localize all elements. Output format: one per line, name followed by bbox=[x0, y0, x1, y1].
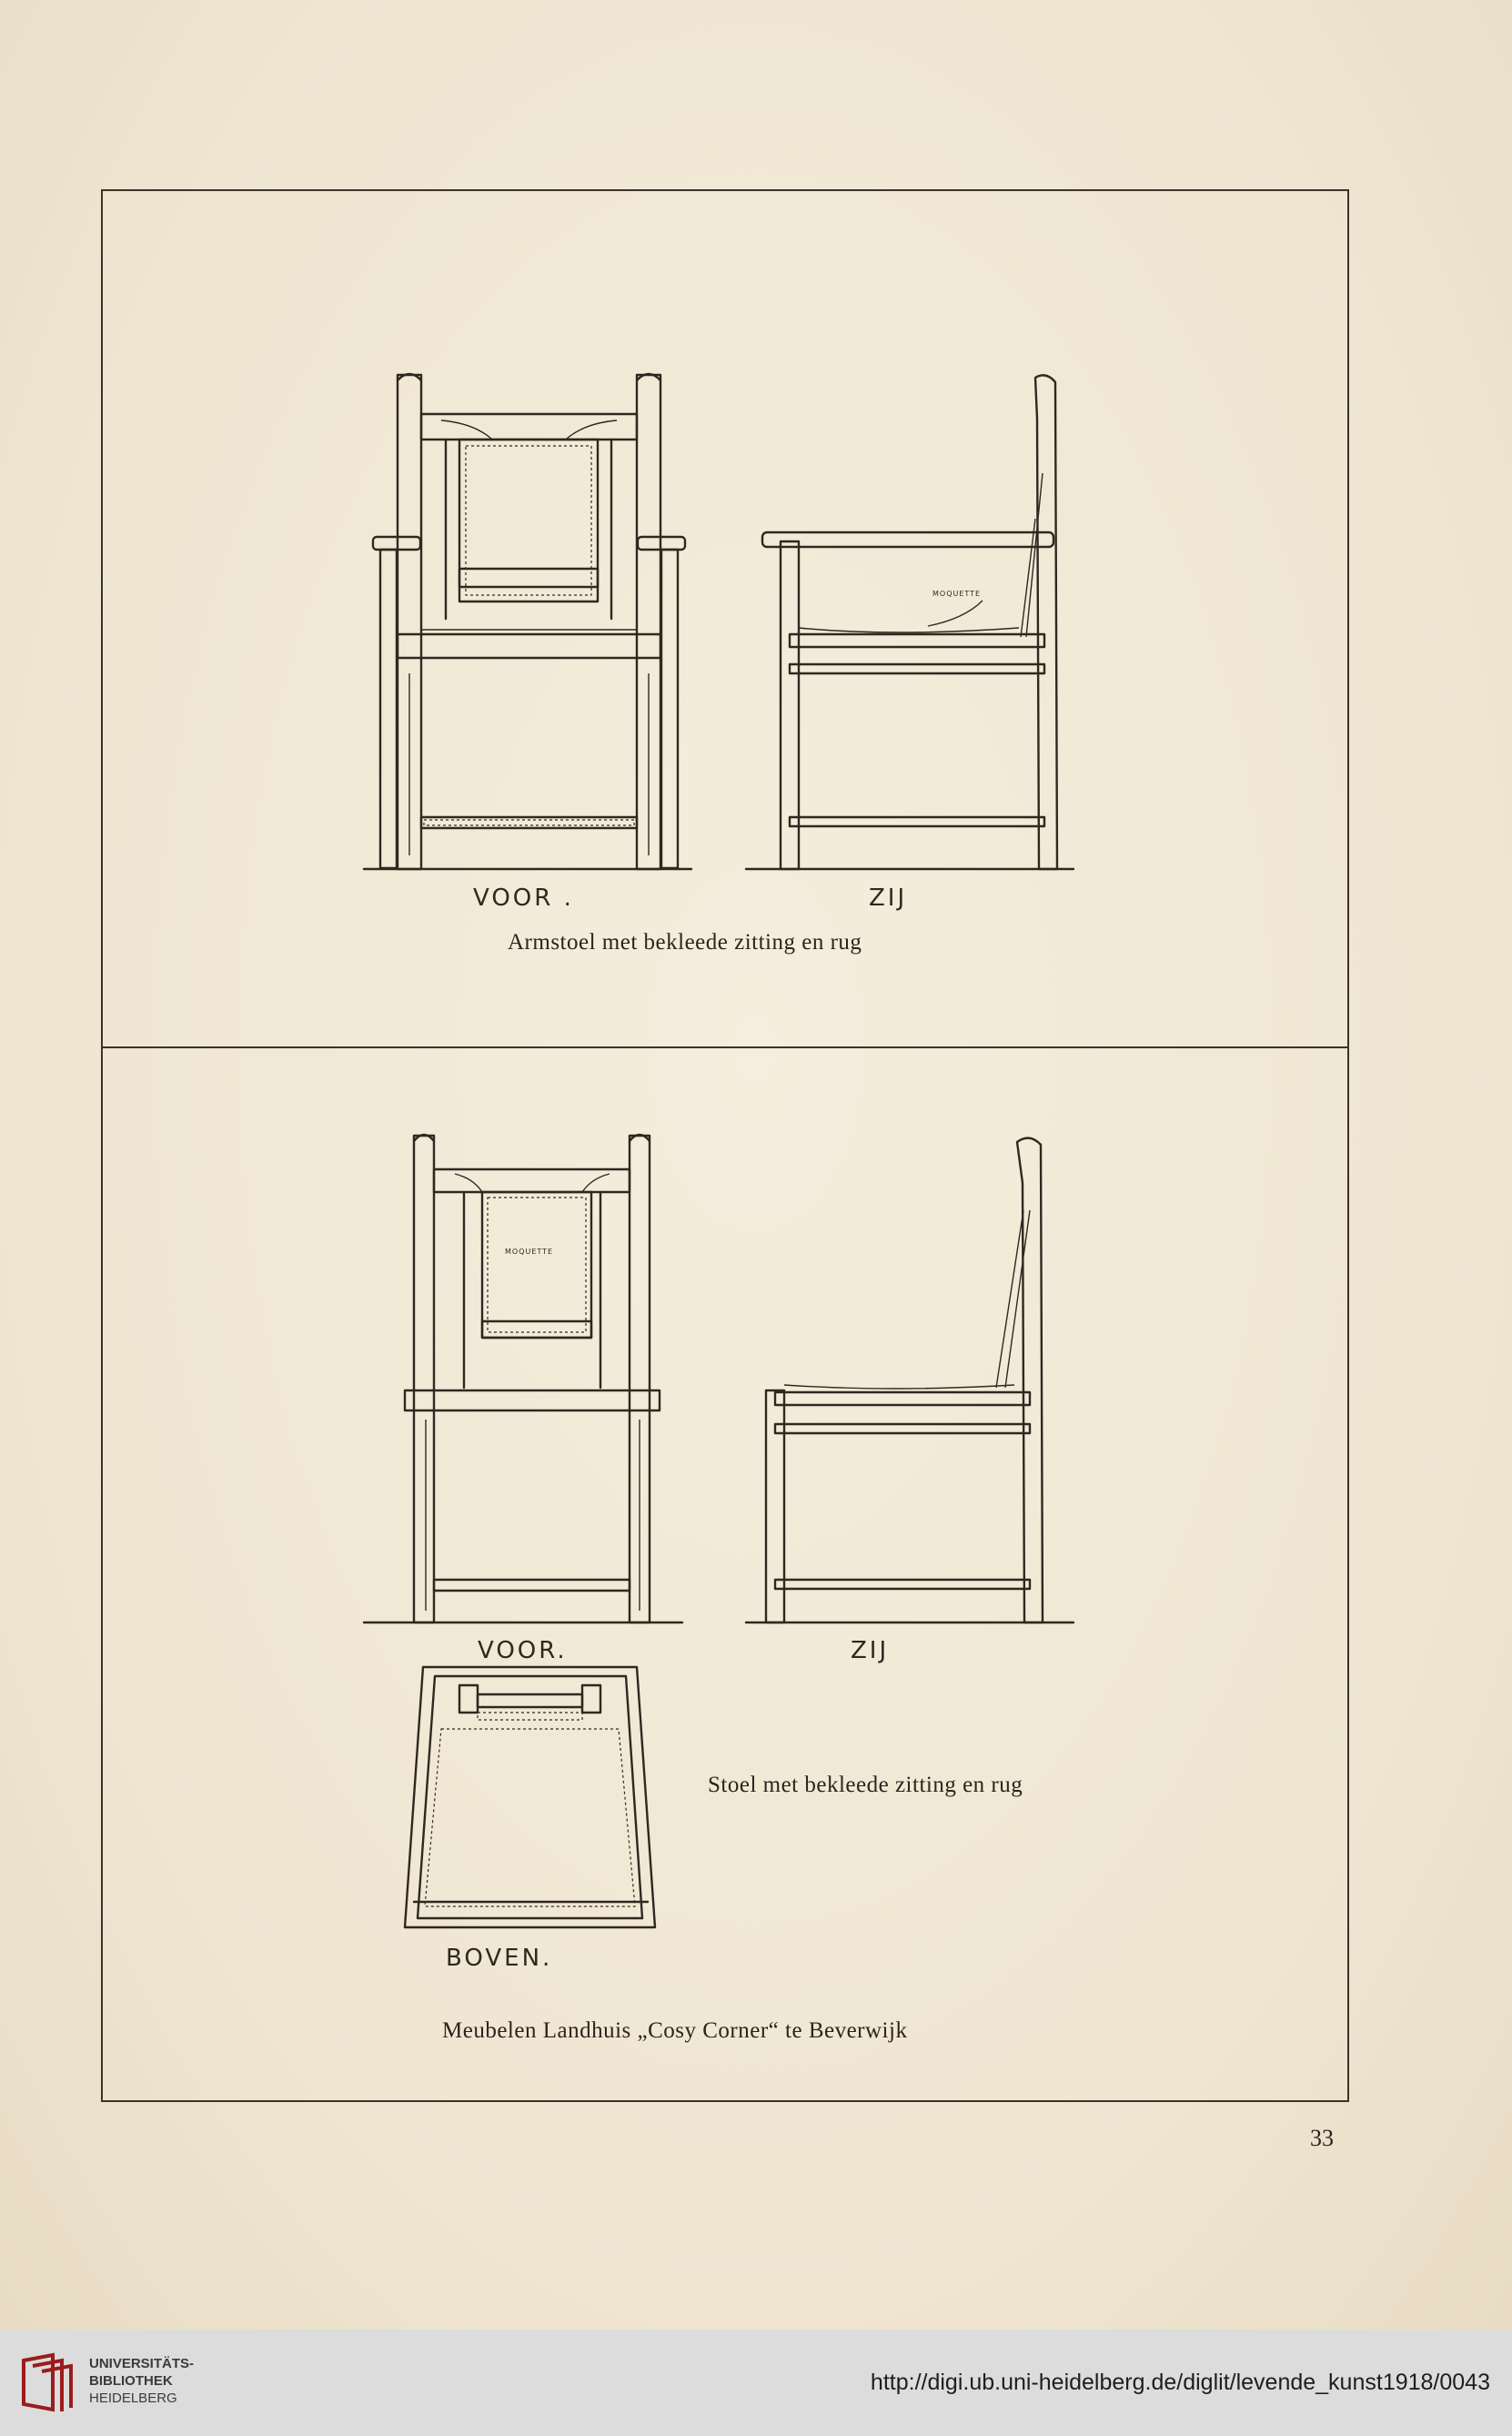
chair-top-label: BOVEN. bbox=[446, 1945, 553, 1972]
digitization-footer bbox=[0, 2330, 1512, 2436]
chair-side-label: ZIJ bbox=[851, 1637, 890, 1664]
armchair-material-label: MOQUETTE bbox=[932, 590, 982, 598]
plate-caption: Meubelen Landhuis „Cosy Corner“ te Beverwijk bbox=[442, 2018, 908, 2043]
armchair-side-label: ZIJ bbox=[869, 884, 908, 912]
library-name-line2: BIBLIOTHEK bbox=[89, 2373, 173, 2389]
library-name bbox=[89, 2355, 194, 2407]
library-name-line3: HEIDELBERG bbox=[89, 2391, 177, 2406]
page-number: 33 bbox=[1310, 2125, 1334, 2151]
library-name-line1: UNIVERSITÄTS- bbox=[89, 2356, 195, 2371]
armchair-caption: Armstoel met bekleede zitting en rug bbox=[508, 930, 862, 955]
library-logo-icon bbox=[16, 2351, 80, 2415]
chair-front-drawing bbox=[364, 1135, 682, 1664]
chair-side-drawing bbox=[746, 1138, 1074, 1664]
armchair-front-label: VOOR . bbox=[473, 884, 574, 912]
chair-top-drawing bbox=[405, 1667, 655, 1972]
source-url-link[interactable]: http://digi.ub.uni-heidelberg.de/diglit/levende_kunst1918/0043 bbox=[870, 2370, 1490, 2395]
chair-caption: Stoel met bekleede zitting en rug bbox=[708, 1773, 1023, 1797]
chair-material-label: MOQUETTE bbox=[505, 1248, 554, 1256]
armchair-front-drawing bbox=[364, 374, 691, 912]
chair-front-label: VOOR. bbox=[478, 1637, 568, 1664]
armchair-side-drawing bbox=[746, 375, 1074, 912]
